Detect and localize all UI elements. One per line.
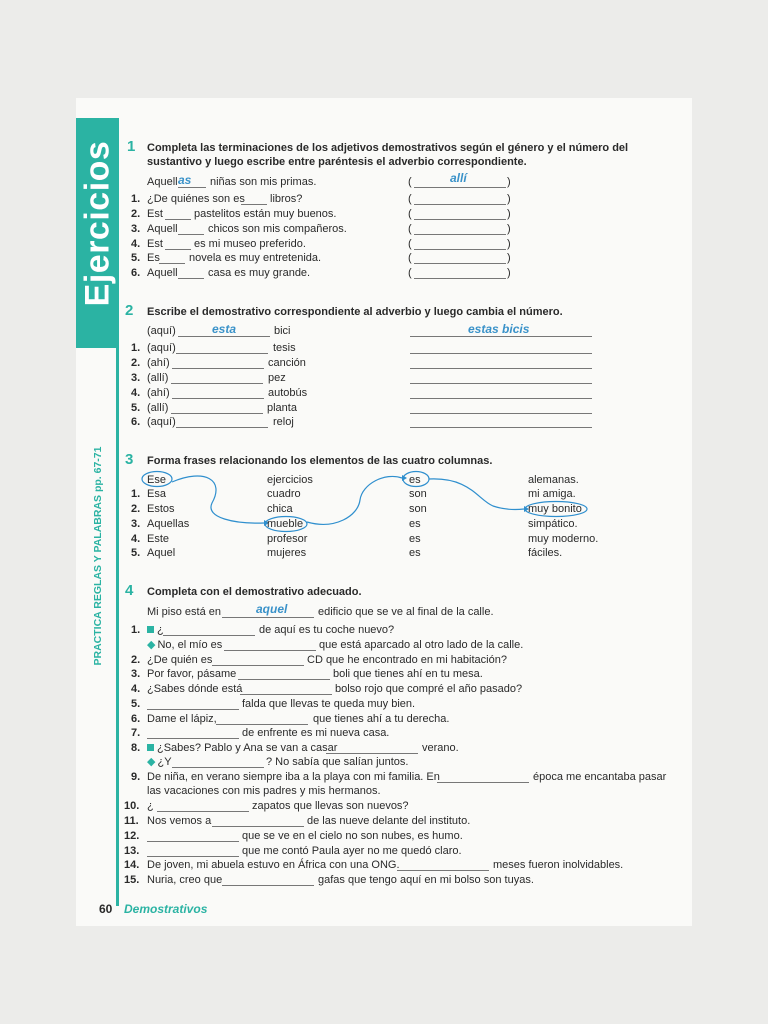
ex1-paren-open: ( xyxy=(408,223,412,235)
ex1-item-number: 3. xyxy=(131,223,141,235)
ex4-line-lead: Nos vemos a xyxy=(147,815,212,827)
ex1-example-paren-close: ) xyxy=(507,176,511,188)
ex4-line-text xyxy=(147,742,337,755)
ex1-item-text: ¿De quiénes son es xyxy=(147,193,245,205)
ex3-example-col3: es xyxy=(409,474,421,486)
ex4-line-blank[interactable] xyxy=(326,753,418,754)
ex2-example-plural-answer: estas bicis xyxy=(468,322,530,336)
ex4-example-blank xyxy=(222,617,314,618)
ex4-line-tail: época me encantaba pasar xyxy=(533,771,667,783)
ex2-item-number: 4. xyxy=(131,387,141,399)
ex4-line-tail: de las nueve delante del instituto. xyxy=(307,815,471,827)
ex4-line-tail: de aquí es tu coche nuevo? xyxy=(259,624,395,636)
ex3-item-col3: son xyxy=(409,488,427,500)
ex4-item-number: 8. xyxy=(131,742,141,754)
exercise-4-number: 4 xyxy=(125,582,134,599)
ex2-example-noun: bici xyxy=(274,325,291,337)
ex1-item-text: es mi museo preferido. xyxy=(194,238,306,250)
ex3-item-col4: fáciles. xyxy=(528,547,563,559)
ex1-paren-close: ) xyxy=(507,208,511,220)
ex3-item-col1: Estos xyxy=(147,503,175,515)
ex4-line-tail: que está aparcado al otro lado de la calle. xyxy=(319,639,524,651)
ex2-item-adverb: (aquí) xyxy=(147,342,176,354)
ex4-item-number: 5. xyxy=(131,698,141,710)
ex4-line-tail: meses fueron inolvidables. xyxy=(493,859,624,871)
ex1-item-number: 4. xyxy=(131,238,141,250)
ex4-line-lead: De joven, mi abuela estuvo en África con una ONG. xyxy=(147,859,400,871)
ex4-line-blank[interactable] xyxy=(397,870,489,871)
ex4-item-number: 2. xyxy=(131,654,141,666)
ex3-item-col3: es xyxy=(409,547,421,559)
ex4-line-lead: ¿ xyxy=(147,800,154,812)
diamond-marker-icon: ◆ xyxy=(147,639,156,651)
ex4-line-blank[interactable] xyxy=(224,650,316,651)
ex1-item-number: 1. xyxy=(131,193,141,205)
ex1-item-text: Es xyxy=(147,252,160,264)
ex3-item-number: 4. xyxy=(131,533,141,545)
ex2-item-noun: reloj xyxy=(273,416,294,428)
ex4-line-lead: Por favor, pásame xyxy=(147,668,237,680)
ex1-paren-open: ( xyxy=(408,193,412,205)
exercise-2-instruction: Escribe el demostrativo correspondiente al adverbio y luego cambia el número. xyxy=(147,306,563,318)
ex3-item-col3: son xyxy=(409,503,427,515)
ex4-item-number: 3. xyxy=(131,668,141,680)
ex4-line-blank[interactable] xyxy=(437,782,529,783)
ex3-item-col1: Este xyxy=(147,533,170,545)
ex4-line-lead: ¿Y xyxy=(157,756,172,768)
ex2-item-adverb: (ahí) xyxy=(147,357,170,369)
ex4-line-blank[interactable] xyxy=(216,724,308,725)
ex4-line-lead: ¿ xyxy=(157,624,164,636)
ex4-line-blank[interactable] xyxy=(222,885,314,886)
ex4-line-lead: las vacaciones con mis padres y mis hermanos. xyxy=(147,785,381,797)
ex2-item-adverb: (allí) xyxy=(147,402,169,414)
ex1-item-text: Est xyxy=(147,238,163,250)
ex2-item-noun: planta xyxy=(267,402,297,414)
square-marker-icon xyxy=(147,626,154,633)
ex4-line-tail: de enfrente es mi nueva casa. xyxy=(242,727,390,739)
ex4-line-lead: Nuria, creo que xyxy=(147,874,223,886)
ex2-item-noun: tesis xyxy=(273,342,296,354)
ex4-line-tail: ? No sabía que salían juntos. xyxy=(266,756,409,768)
ex1-item-text: Aquell xyxy=(147,223,178,235)
ex3-item-number: 3. xyxy=(131,518,141,530)
ex4-item-number: 9. xyxy=(131,771,141,783)
ex4-line-blank[interactable] xyxy=(212,826,304,827)
ex1-paren-open: ( xyxy=(408,208,412,220)
ex4-line-tail: verano. xyxy=(422,742,459,754)
ex1-item-text: casa es muy grande. xyxy=(208,267,311,279)
ex3-item-col1: Aquellas xyxy=(147,518,190,530)
ex2-example-adverb: (aquí) xyxy=(147,325,176,337)
ex4-line-tail: gafas que tengo aquí en mi bolso son tuyas. xyxy=(318,874,534,886)
ex3-item-col1: Aquel xyxy=(147,547,176,559)
ex1-paren-open: ( xyxy=(408,252,412,264)
ex1-item-text: Aquell xyxy=(147,267,178,279)
square-marker-icon xyxy=(147,744,154,751)
practice-reference: PRACTICA REGLAS Y PALABRAS pp. 67-71 xyxy=(92,446,104,666)
ex4-item-number: 15. xyxy=(124,874,140,886)
ex4-item-number: 14. xyxy=(124,859,140,871)
ex4-line-tail: zapatos que llevas son nuevos? xyxy=(252,800,409,812)
ex4-example-answer: aquel xyxy=(256,602,288,616)
exercise-3-instruction: Forma frases relacionando los elementos de las cuatro columnas. xyxy=(147,455,493,467)
ex3-item-col3: es xyxy=(409,533,421,545)
ex4-line-tail: que tienes ahí a tu derecha. xyxy=(313,713,450,725)
ex4-line-text xyxy=(147,756,172,769)
ex4-line-text xyxy=(147,624,164,637)
ex1-paren-close: ) xyxy=(507,267,511,279)
ex4-line-blank[interactable] xyxy=(147,709,239,710)
ex4-line-lead: ¿Sabes dónde está xyxy=(147,683,243,695)
exercise-1-instruction-line-2: sustantivo y luego escribe entre paréntesis el adverbio correspondiente. xyxy=(147,156,527,168)
ex3-item-col4: muy bonito xyxy=(528,503,582,515)
ex3-item-number: 2. xyxy=(131,503,141,515)
ex4-line-lead: De niña, en verano siempre iba a la playa con mi familia. En xyxy=(147,771,440,783)
ex4-line-blank[interactable] xyxy=(147,841,239,842)
ex1-item-number: 6. xyxy=(131,267,141,279)
ex4-line-tail: que me contó Paula ayer no me quedó claro. xyxy=(242,845,462,857)
ex4-line-tail: CD que he encontrado en mi habitación? xyxy=(307,654,507,666)
exercise-4-instruction: Completa con el demostrativo adecuado. xyxy=(147,586,362,598)
ex2-item-noun: pez xyxy=(268,372,286,384)
ex4-item-number: 1. xyxy=(131,624,141,636)
ex1-item-text: Est xyxy=(147,208,163,220)
ex4-example-after: edificio que se ve al final de la calle. xyxy=(318,606,494,618)
ex4-item-number: 6. xyxy=(131,713,141,725)
ex4-line-blank[interactable] xyxy=(240,694,332,695)
ex1-example-answer: as xyxy=(178,173,192,187)
ex3-item-col1: Esa xyxy=(147,488,166,500)
ex2-example-answer: esta xyxy=(212,322,237,336)
ex4-line-tail: bolso rojo que compré el año pasado? xyxy=(335,683,523,695)
ex4-line-blank[interactable] xyxy=(212,665,304,666)
ex1-item-text: libros? xyxy=(270,193,303,205)
ex1-example-after: niñas son mis primas. xyxy=(210,176,317,188)
ex3-item-col2: profesor xyxy=(267,533,308,545)
exercise-1-number: 1 xyxy=(127,138,136,155)
ex1-paren-open: ( xyxy=(408,238,412,250)
ex3-item-col2: mueble xyxy=(267,518,304,530)
ex3-item-col2: mujeres xyxy=(267,547,307,559)
chapter-title: Demostrativos xyxy=(124,902,208,916)
ex3-item-col3: es xyxy=(409,518,421,530)
ex3-item-col2: cuadro xyxy=(267,488,301,500)
ex3-item-col4: simpático. xyxy=(528,518,578,530)
exercise-3-number: 3 xyxy=(125,451,134,468)
ex1-paren-close: ) xyxy=(507,193,511,205)
ex3-item-col4: muy moderno. xyxy=(528,533,599,545)
ex1-item-text: novela es muy entretenida. xyxy=(189,252,322,264)
ex2-item-number: 5. xyxy=(131,402,141,414)
ex4-line-blank[interactable] xyxy=(147,738,239,739)
ex4-line-text xyxy=(147,639,222,652)
ex4-line-blank[interactable] xyxy=(238,679,330,680)
ex1-paren-open: ( xyxy=(408,267,412,279)
ex4-line-blank[interactable] xyxy=(147,856,239,857)
ex2-item-number: 6. xyxy=(131,416,141,428)
ex3-example-col1: Ese xyxy=(147,474,166,486)
ex3-example-col2: ejercicios xyxy=(267,474,313,486)
ex2-item-noun: autobús xyxy=(268,387,308,399)
ex4-line-lead: ¿Sabes? Pablo y Ana se van a casar xyxy=(157,742,338,754)
ex2-item-number: 1. xyxy=(131,342,141,354)
page-number: 60 xyxy=(99,902,113,916)
ex4-line-tail: que se ve en el cielo no son nubes, es humo. xyxy=(242,830,463,842)
ex4-item-number: 7. xyxy=(131,727,141,739)
ex3-item-col2: chica xyxy=(267,503,293,515)
ex2-item-adverb: (allí) xyxy=(147,372,169,384)
ex3-item-number: 1. xyxy=(131,488,141,500)
ex4-item-number: 4. xyxy=(131,683,141,695)
ex1-item-text: pastelitos están muy buenos. xyxy=(194,208,337,220)
ex4-line-lead: ¿De quién es xyxy=(147,654,213,666)
ex1-item-text: chicos son mis compañeros. xyxy=(208,223,347,235)
exercise-2-number: 2 xyxy=(125,302,134,319)
ex4-item-number: 10. xyxy=(124,800,140,812)
ex2-item-adverb: (aquí) xyxy=(147,416,176,428)
ex1-paren-close: ) xyxy=(507,252,511,264)
ex4-item-number: 11. xyxy=(124,815,139,827)
ex4-line-blank[interactable] xyxy=(163,635,255,636)
ex3-item-number: 5. xyxy=(131,547,141,559)
exercise-1-instruction-line-1: Completa las terminaciones de los adjetivos demostrativos según el género y el número del xyxy=(147,142,629,154)
ex1-example-paren-open: ( xyxy=(408,176,412,188)
ex4-item-number: 12. xyxy=(124,830,140,842)
ex4-example-before: Mi piso está en xyxy=(147,606,221,618)
ex1-paren-close: ) xyxy=(507,223,511,235)
ex1-item-number: 5. xyxy=(131,252,141,264)
ex4-line-blank[interactable] xyxy=(157,811,249,812)
ex3-example-col4: alemanas. xyxy=(528,474,579,486)
ex2-item-number: 3. xyxy=(131,372,141,384)
ex4-line-lead: Dame el lápiz, xyxy=(147,713,217,725)
ex2-item-number: 2. xyxy=(131,357,141,369)
ex3-item-col4: mi amiga. xyxy=(528,488,576,500)
ex1-example-paren-answer: allí xyxy=(450,171,467,185)
ex4-line-tail: boli que tienes ahí en tu mesa. xyxy=(333,668,483,680)
diamond-marker-icon: ◆ xyxy=(147,756,156,768)
ex4-line-tail: falda que llevas te queda muy bien. xyxy=(242,698,416,710)
ex1-example-before: Aquell xyxy=(147,176,178,188)
ex2-item-adverb: (ahí) xyxy=(147,387,170,399)
ex2-item-noun: canción xyxy=(268,357,306,369)
ex4-item-number: 13. xyxy=(124,845,140,857)
ex1-item-number: 2. xyxy=(131,208,141,220)
section-title: Ejercicios xyxy=(78,140,117,307)
ex4-line-lead: No, el mío es xyxy=(157,639,223,651)
ex1-paren-close: ) xyxy=(507,238,511,250)
ex4-line-blank[interactable] xyxy=(172,767,264,768)
